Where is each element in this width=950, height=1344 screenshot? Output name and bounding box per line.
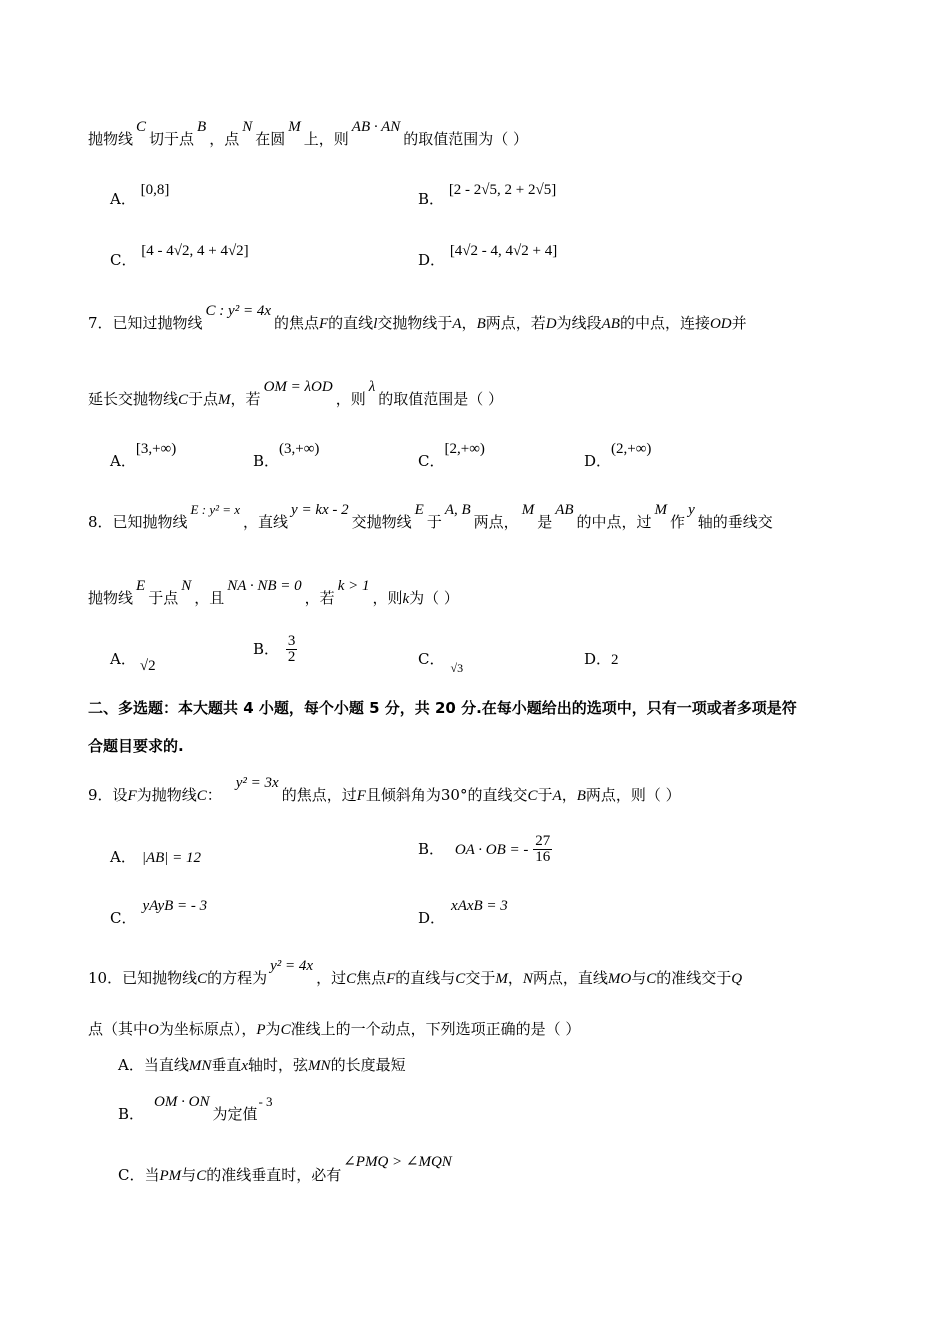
q7-stem-line2: 延长交抛物线C于点M，若OM = λOD，则λ的取值范围是（ ） (88, 379, 503, 408)
q8-option-b[interactable]: B． $\frac{3}{2}$ (253, 633, 296, 665)
q8-stem-line2: 抛物线E于点N，且NA · NB = 0，若k > 1，则k为（ ） (88, 578, 459, 607)
q9-option-a[interactable]: A． |AB| = 12 (110, 848, 202, 866)
q8-option-d[interactable]: D．2 (584, 650, 619, 668)
q9-stem: 9．设F为抛物线C：y² = 3x的焦点，过F且倾斜角为30°的直线交C于A，B两点，则（ ） (88, 775, 681, 804)
q6-option-a[interactable]: A． [0,8] (110, 182, 170, 208)
q6-option-c[interactable]: C． [4 - 4√2, 4 + 4√2] (110, 243, 249, 269)
q10-stem-line2: 点（其中O为坐标原点），P为C准线上的一个动点，下列选项正确的是（ ） (88, 1020, 581, 1038)
q7-option-a[interactable]: A．[3,+∞) (110, 441, 177, 470)
q6-option-d[interactable]: D． [4√2 - 4, 4√2 + 4] (418, 243, 558, 269)
q10-option-a[interactable]: A．当直线MN垂直x轴时，弦MN的长度最短 (118, 1056, 406, 1074)
q8-b-denominator: 2 (287, 649, 296, 665)
q8-b-numerator: 3 (287, 633, 296, 649)
q6-option-b[interactable]: B． [2 - 2√5, 2 + 2√5] (418, 182, 557, 208)
q7-option-c[interactable]: C．[2,+∞) (418, 441, 485, 470)
q8-option-c[interactable]: C． $_{√3}$ (418, 650, 464, 675)
q10-stem-line1: 10．已知抛物线C的方程为y² = 4x，过C焦点F的直线与C交于M，N两点，直线MO与C的准线交于Q (88, 958, 743, 987)
q9-option-c[interactable]: C．yAyB = - 3 (110, 898, 208, 927)
q9-b-denominator: 16 (535, 849, 551, 865)
q8-option-a[interactable]: A． √2 (110, 650, 156, 674)
q7-option-d[interactable]: D．(2,+∞) (584, 441, 652, 470)
section2-header-line2: 合题目要求的. (88, 737, 184, 755)
q10-option-b[interactable]: B．OM · ON为定值- 3 (118, 1094, 273, 1123)
q10-option-c[interactable]: C．当PM与C的准线垂直时，必有∠PMQ > ∠MQN (118, 1154, 452, 1184)
q9-b-numerator: 27 (535, 833, 551, 849)
q9-option-d[interactable]: D．xAxB = 3 (418, 898, 508, 927)
q6-stem: 抛物线C切于点B，点N在圆M上，则AB · AN的取值范围为（ ） (88, 119, 529, 148)
q9-option-b[interactable]: B． OA · OB = - $\frac{27}{16}$ (418, 833, 551, 865)
section2-header-line1: 二、多选题：本大题共 4 小题，每个小题 5 分，共 20 分.在每小题给出的选项中，只有一项或者多项是符 (88, 699, 797, 717)
q7-stem-line1: 7．已知过抛物线C : y² = 4x的焦点F的直线l交抛物线于A，B两点，若D为线段AB的中点，连接OD并 (88, 303, 747, 332)
q7-option-b[interactable]: B．(3,+∞) (253, 441, 320, 470)
q8-stem-line1: 8．已知抛物线E : y² = x，直线y = kx - 2交抛物线E于A, B两点，M是AB的中点，过M作y轴的垂线交 (88, 502, 773, 531)
